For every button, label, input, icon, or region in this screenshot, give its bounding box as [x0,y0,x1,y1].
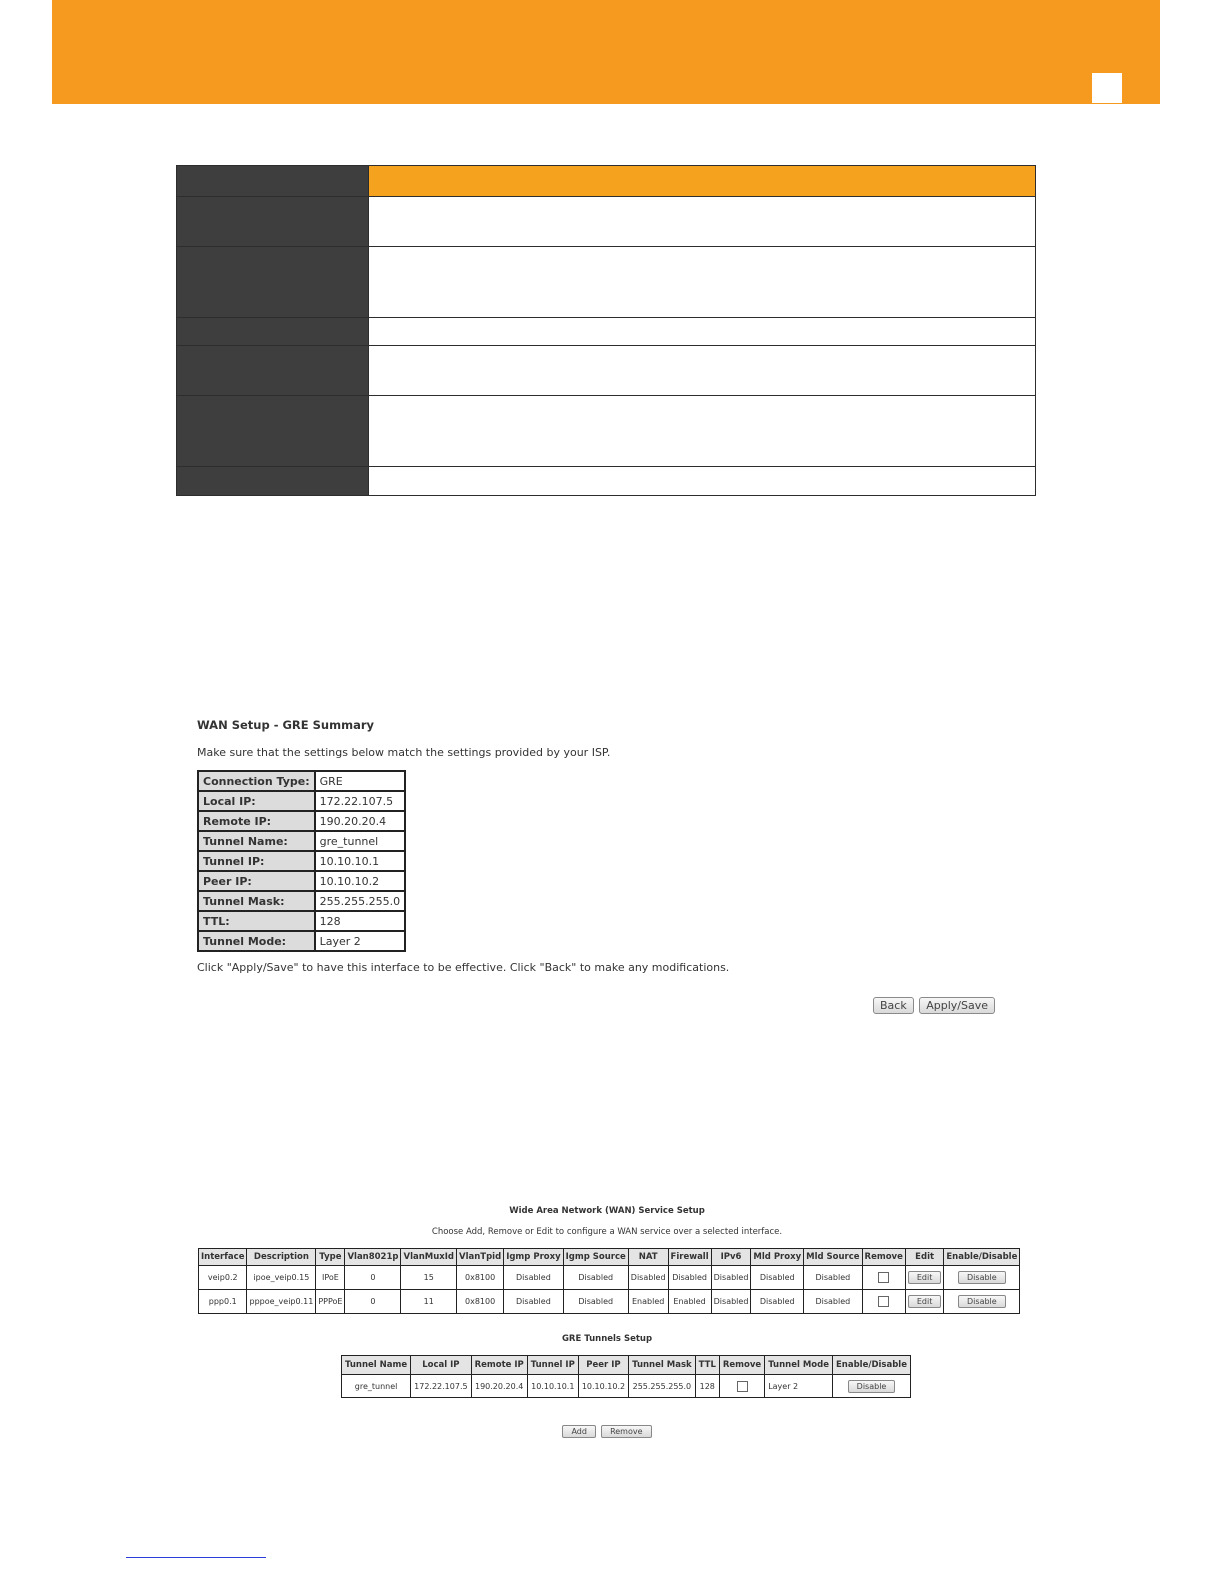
wan-buttons [198,1419,1016,1438]
summary-row: Local IP: 172.22.107.5 [198,791,405,811]
gre-title: GRE Tunnels Setup [561,1334,653,1344]
wan-subtitle: Choose Add, Remove or Edit to configure a WAN service over a selected interface. [431,1227,783,1237]
remove-button[interactable]: Remove [601,1425,651,1438]
summary-footer: Click "Apply/Save" to have this interface to be effective. Click "Back" to make any modifications. [197,961,730,974]
apply-save-button[interactable]: Apply/Save [919,997,995,1014]
wan-table [198,1248,1020,1314]
summary-row: Connection Type: GRE [198,771,405,791]
summary-table [197,770,406,952]
header-band [52,0,1160,104]
footer-link-underline [126,1557,266,1558]
summary-row: Tunnel Mask: 255.255.255.0 [198,891,405,911]
table-row: ppp0.1 pppoe_veip0.11 PPPoE 0 11 0x8100 Disabled Disabled Enabled Enabled Disabled Disabled Disabled Edit Disable [199,1290,1020,1314]
summary-row: Peer IP: 10.10.10.2 [198,871,405,891]
wan-service-setup-screenshot [198,1206,1016,1438]
gre-header-row: Tunnel Name Local IP Remote IP Tunnel IP Peer IP Tunnel Mask TTL Remove Tunnel Mode Enable/Disable [342,1356,911,1375]
disable-button[interactable]: Disable [958,1295,1006,1308]
summary-buttons [873,997,997,1014]
gre-summary-screenshot [197,718,997,1012]
disable-button[interactable]: Disable [848,1380,896,1393]
page-number-box [1092,73,1122,103]
disable-button[interactable]: Disable [958,1271,1006,1284]
edit-button[interactable]: Edit [908,1271,942,1284]
table-row: gre_tunnel 172.22.107.5 190.20.20.4 10.10.10.1 10.10.10.2 255.255.255.0 128 Layer 2 Disable [342,1375,911,1398]
back-button[interactable]: Back [873,997,914,1014]
parameter-table [176,165,1036,496]
summary-row: Tunnel Name: gre_tunnel [198,831,405,851]
summary-row: TTL: 128 [198,911,405,931]
edit-button[interactable]: Edit [908,1295,942,1308]
table-row: veip0.2 ipoe_veip0.15 IPoE 0 15 0x8100 Disabled Disabled Disabled Disabled Disabled Disabled Disabled Edit Disable [199,1266,1020,1290]
summary-row: Remote IP: 190.20.20.4 [198,811,405,831]
summary-row: Tunnel IP: 10.10.10.1 [198,851,405,871]
summary-title: WAN Setup - GRE Summary [197,718,374,732]
remove-checkbox[interactable] [878,1272,889,1283]
wan-header-row: Interface Description Type Vlan8021p VlanMuxId VlanTpid Igmp Proxy Igmp Source NAT Firewall IPv6 Mld Proxy Mld Source Remove Edit Enable/Disable [199,1249,1020,1266]
remove-checkbox[interactable] [878,1296,889,1307]
wan-title: Wide Area Network (WAN) Service Setup [509,1206,705,1216]
gre-table [341,1355,911,1398]
summary-intro: Make sure that the settings below match the settings provided by your ISP. [197,746,611,759]
add-button[interactable]: Add [562,1425,596,1438]
remove-checkbox[interactable] [737,1381,748,1392]
summary-row: Tunnel Mode: Layer 2 [198,931,405,951]
